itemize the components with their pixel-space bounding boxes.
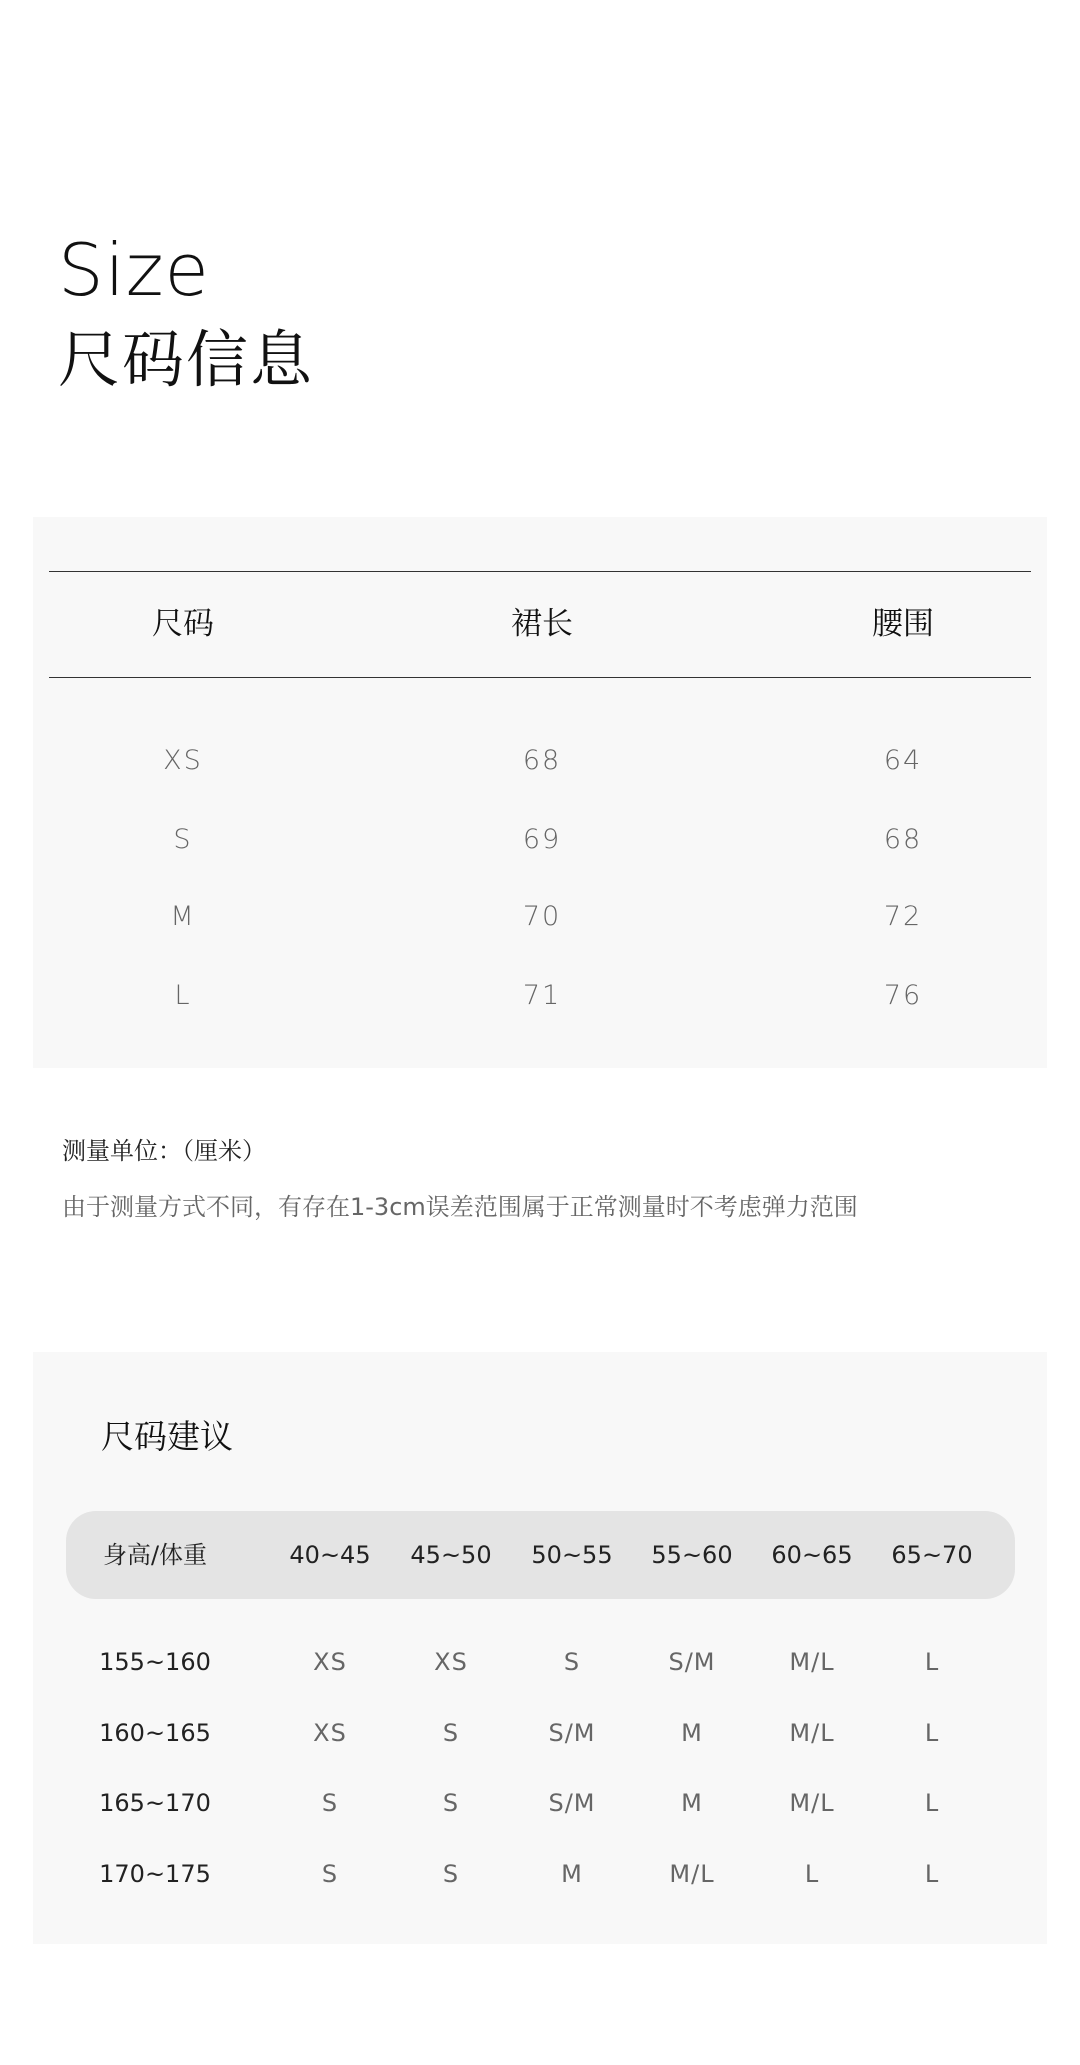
header-height-weight: 身高/体重 (102, 1541, 208, 1569)
cell-waist: 68 (883, 824, 923, 855)
cell-waist: 72 (883, 901, 923, 932)
cell-size: M (681, 1719, 703, 1747)
cell-size: M (561, 1860, 583, 1888)
cell-length: 69 (522, 824, 562, 855)
cell-size: XS (313, 1648, 347, 1676)
table-row (33, 1854, 1047, 1894)
cell-size: L (924, 1719, 940, 1747)
header-weight-range: 60~65 (771, 1541, 853, 1569)
cell-size: M (681, 1789, 703, 1817)
table-top-divider (49, 571, 1031, 572)
cell-height: 165~170 (99, 1789, 211, 1817)
cell-size: S/M (548, 1719, 596, 1747)
header-weight-range: 55~60 (651, 1541, 733, 1569)
size-table (33, 517, 1047, 1068)
cell-length: 68 (522, 745, 562, 776)
cell-size: M/L (789, 1648, 835, 1676)
header-skirt-length: 裙长 (511, 606, 573, 642)
cell-size: S (442, 1860, 460, 1888)
cell-size: S (321, 1860, 339, 1888)
cell-length: 70 (522, 901, 562, 932)
table-header-divider (49, 677, 1031, 678)
cell-size: L (924, 1648, 940, 1676)
cell-waist: 76 (883, 980, 923, 1011)
table-row (33, 1713, 1047, 1753)
header-waist: 腰围 (872, 606, 934, 642)
page-title-en: Size (58, 228, 210, 312)
cell-size: XS (434, 1648, 468, 1676)
cell-waist: 64 (883, 745, 923, 776)
cell-size: L (924, 1789, 940, 1817)
size-table-header (33, 596, 1047, 652)
header-weight-range: 65~70 (891, 1541, 973, 1569)
header-size: 尺码 (152, 606, 214, 642)
cell-size: M (170, 901, 196, 932)
header-weight-range: 45~50 (410, 1541, 492, 1569)
cell-size: XS (163, 745, 203, 776)
table-row (33, 1642, 1047, 1682)
table-row (33, 1783, 1047, 1823)
cell-size: M/L (789, 1719, 835, 1747)
cell-length: 71 (522, 980, 562, 1011)
cell-size: S (442, 1719, 460, 1747)
recommendation-title: 尺码建议 (101, 1417, 233, 1456)
measurement-tolerance-note: 由于测量方式不同，有存在1-3cm误差范围属于正常测量时不考虑弹力范围 (62, 1193, 858, 1221)
cell-size: M/L (669, 1860, 715, 1888)
cell-size: XS (313, 1719, 347, 1747)
page-title-cn: 尺码信息 (58, 323, 315, 396)
size-recommendation-panel (33, 1352, 1047, 1944)
header-weight-range: 40~45 (289, 1541, 371, 1569)
cell-height: 160~165 (99, 1719, 211, 1747)
measurement-unit-note: 测量单位：（厘米） (62, 1137, 266, 1165)
cell-size: L (924, 1860, 940, 1888)
cell-height: 155~160 (99, 1648, 211, 1676)
cell-size: S (442, 1789, 460, 1817)
cell-size: S/M (668, 1648, 716, 1676)
cell-size: S (563, 1648, 581, 1676)
cell-size: M/L (789, 1789, 835, 1817)
cell-height: 170~175 (99, 1860, 211, 1888)
recommendation-header (66, 1511, 1015, 1599)
cell-size: L (804, 1860, 820, 1888)
cell-size: S (173, 824, 193, 855)
cell-size: S/M (548, 1789, 596, 1817)
header-weight-range: 50~55 (531, 1541, 613, 1569)
cell-size: S (321, 1789, 339, 1817)
cell-size: L (174, 980, 192, 1011)
